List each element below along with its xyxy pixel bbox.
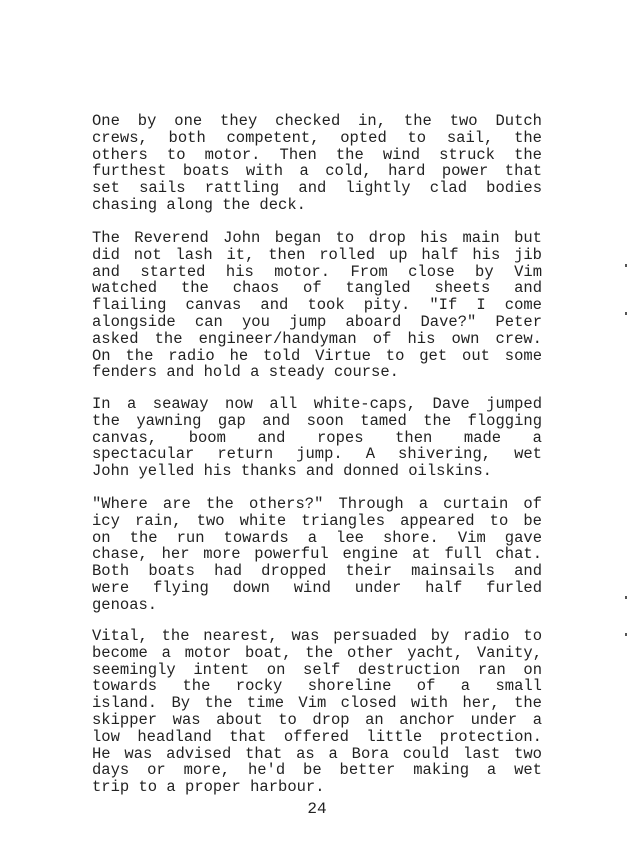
scan-margin-speck [625, 264, 627, 267]
text-line: days or more, he'd be better making a wet [92, 761, 542, 780]
text-line: skipper was about to drop an anchor under a [92, 710, 542, 729]
text-line: fenders and hold a steady course. [92, 363, 399, 382]
text-line: set sails rattling and lightly clad bodies [92, 179, 542, 198]
paragraph-seaway [92, 396, 542, 480]
text-line: the yawning gap and soon tamed the flogging [92, 411, 542, 430]
text-line: chasing along the deck. [92, 195, 306, 214]
page-number: 24 [307, 800, 327, 818]
text-line: island. By the time Vim closed with her, the [92, 694, 542, 713]
text-line: furthest boats with a cold, hard power that [92, 162, 542, 181]
text-line: genoas. [92, 595, 158, 614]
paragraph-where-are-others [92, 496, 542, 614]
paragraph-reverend-john [92, 230, 542, 381]
text-line: watched the chaos of tangled sheets and [92, 279, 542, 298]
text-line: Vital, the nearest, was persuaded by radio to [92, 627, 542, 645]
text-line: low headland that offered little protection. [92, 727, 542, 746]
text-line: were flying down wind under half furled [92, 578, 542, 597]
text-line: become a motor boat, the other yacht, Vanity, [92, 643, 542, 662]
text-line: In a seaway now all white-caps, Dave jumped [92, 395, 542, 413]
text-line: One by one they checked in, the two Dutch [92, 112, 542, 130]
paragraph-checking-in [92, 113, 542, 214]
text-line: and started his motor. From close by Vim [92, 262, 542, 281]
text-line: On the radio he told Virtue to get out some [92, 346, 542, 365]
text-line: flailing canvas and took pity. "If I come [92, 296, 542, 315]
scan-margin-speck [625, 633, 627, 636]
text-line: He was advised that as a Bora could last two [92, 744, 542, 763]
paragraph-vital-vanity [92, 628, 542, 796]
text-line: icy rain, two white triangles appeared to be [92, 511, 542, 530]
scan-margin-speck [625, 312, 627, 315]
text-line: on the run towards a lee shore. Vim gave [92, 528, 542, 547]
text-line: towards the rocky shoreline of a small [92, 677, 542, 696]
text-line: "Where are the others?" Through a curtain of [92, 495, 542, 513]
text-line: others to motor. Then the wind struck the [92, 145, 542, 164]
text-line: The Reverend John began to drop his main but [92, 229, 542, 247]
text-line: asked the engineer/handyman of his own crew. [92, 329, 542, 348]
text-line: did not lash it, then rolled up half his jib [92, 245, 542, 264]
scan-margin-speck [625, 596, 627, 599]
text-line: spectacular return jump. A shivering, wet [92, 445, 542, 464]
text-line: Both boats had dropped their mainsails and [92, 562, 542, 581]
text-line: alongside can you jump aboard Dave?" Peter [92, 312, 542, 331]
text-line: seemingly intent on self destruction ran on [92, 660, 542, 679]
text-line: canvas, boom and ropes then made a [92, 428, 542, 447]
text-line: trip to a proper harbour. [92, 778, 325, 797]
text-line: John yelled his thanks and donned oilskins. [92, 462, 492, 481]
text-line: crews, both competent, opted to sail, the [92, 128, 542, 147]
text-line: chase, her more powerful engine at full chat. [92, 545, 542, 564]
